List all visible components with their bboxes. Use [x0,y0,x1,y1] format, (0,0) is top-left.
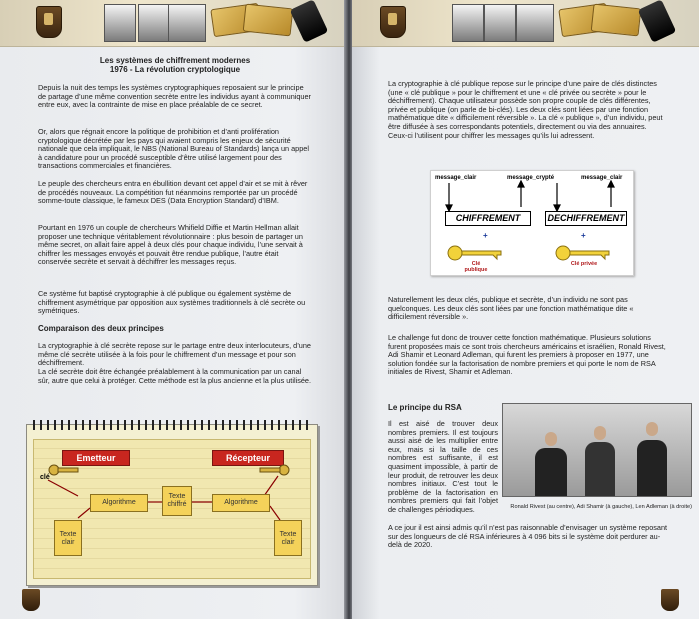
page-subtitle: 1976 - La révolution cryptologique [109,65,241,74]
paragraph: Depuis la nuit des temps les systèmes cryptographiques reposaient sur le principe de partage d’une même convention secrète entre les individus ayant à communiquer entre eux, avec la contrainte de mise en place préalable de ce secret. [38,83,311,110]
paragraph: Pourtant en 1976 un couple de chercheurs Whifield Diffie et Martin Hellman allait proposer une technique véritablement révolutionnaire : plus besoin de partager un même secret, on allait faire appel à deux clés pour chaque individu, l’une servait à chiffrer les messages envoyés et pouvait être rendue publique, l’autre était conservée secrète et servait à déchiffrer les messages reçus. [38,223,303,267]
portrait-photo [452,4,484,42]
key-icon [448,246,501,260]
message-clair-label: message_clair [581,175,623,181]
crest-icon [22,589,40,611]
paragraph: La clé secrète doit être échangée préalablement à la communication par un canal sûr, autre que celui à protéger. Cette méthode est la plus ancienne et la plus utilisée. [38,367,311,385]
plus-sign: + [483,231,488,240]
symmetric-diagram [26,424,318,586]
paragraph: Naturellement les deux clés, publique et secrète, d’un individu ne sont pas quelconques. Les deux clés sont liées par une fonction mathématique dite « difficilement réversible ». [388,295,634,322]
paragraph: Il est aisé de trouver deux nombres premiers. Il est toujours aussi aisé de les multiplier entre eux, mais si la taille de ces nombres est suffisante, il est quasiment impossible, à partir de leur produit, de retrouver les deux nombres initiaux. C’est tout le problème de la factorisation en nombres premiers qui fait l’objet de challenges périodiques. [388,419,498,514]
crest-icon [36,6,62,38]
message-clair-label: message_clair [435,175,477,181]
crest-icon [380,6,406,38]
crest-icon [661,589,679,611]
notebook-spiral [33,420,311,430]
asymmetric-figure [430,170,634,276]
header-banner [0,0,346,47]
paragraph: La cryptographie à clé publique repose sur le principe d’une paire de clés distinctes (une « clé publique » pour le chiffrement et une « clé privée ou secrète » pour le déchiffrement). Chaque utilisateur possède son propre couple de clés différentes, privée et publique (on parle de bi-clés). Les deux clés sont liées par une fonction mathématique dite « difficilement réversible ». La clé « publique », d’un individu, peut être diffusée à ses correspondants potentiels, directement ou via des annuaires. Ceux-ci l’utilisent pour chiffrer les messages qu’ils lui adressent. [388,79,663,140]
portrait-photo [104,4,136,42]
section-heading: Le principe du RSA [388,403,462,412]
cle-privee-label: Clé privée [570,261,598,267]
paragraph: Le peuple des chercheurs entra en ébullition devant cet appel d’air et se mit à rêver de procédés nouveaux. La compétition fut néanmoins remportée par un procédé somme-toute classique, le fameux DES (Data Encryption Standard) d’IBM. [38,179,308,206]
texte-clair-box: Texte clair [274,520,302,556]
paragraph: Or, alors que régnait encore la politique de prohibition et d’anti prolifération cryptologique décrétée par les pays qui avaient compris les enjeux de sécurité nationale que cela impliquait, le NBS (National Bureau of Standards) lança un appel à candidature pour un procédé susceptible d’être utilisé largement pour des transactions commerciales et financières. [38,127,309,171]
texte-clair-box: Texte clair [54,520,82,556]
key-icon [556,246,609,260]
portrait-photo [168,4,206,42]
left-page [0,0,346,619]
page-title: Les systèmes de chiffrement modernes [99,56,251,65]
plus-sign: + [581,231,586,240]
paragraph: La cryptographie à clé secrète repose sur le partage entre deux interlocuteurs, d’une même clé secrète utilisée à la fois pour le chiffrement d’un message et pour son déchiffrement. [38,341,311,368]
key-icon [260,465,289,475]
paragraph: A ce jour il est ainsi admis qu’il n’est pas raisonnable d’envisager un système reposant sur des longueurs de clé RSA inférieures à 4 096 bits si le système doit perdurer au-delà de 2020. [388,523,668,550]
phone-icon [638,0,677,43]
cle-publique-label: Clé publique [464,261,488,273]
phone-icon [290,0,329,43]
key-icon [49,465,78,475]
paragraph: Le challenge fut donc de trouver cette fonction mathématique. Plusieurs solutions furent proposées mais ce sont trois chercheurs américains et israélien, Ronald Rivest, Adi Shamir et Leonard Adleman, qui furent les premiers à proposer en 1977, une solution fondée sur la factorisation de nombre premiers et qui porte le nom de RSA initiales de Rivest, Shamir et Adleman. [388,333,666,377]
right-page [352,0,699,619]
message-crypte-label: message_crypté [507,175,555,181]
algorithme-box: Algorithme [90,494,148,512]
photo-caption: Ronald Rivest (au centre), Adi Shamir (à gauche), Len Adleman (à droite) [510,503,692,510]
cle-label: clé [40,474,50,481]
credit-card-icon [591,4,642,37]
recepteur-label: Récepteur [212,450,284,466]
portrait-photo [138,4,170,42]
rsa-founders-photo [502,403,692,497]
portrait-photo [516,4,554,42]
section-heading: Comparaison des deux principes [38,324,164,333]
texte-chiffre-box: Texte chiffré [162,486,192,516]
portrait-photo [484,4,516,42]
dechiffrement-box: DECHIFFREMENT [545,211,627,226]
emetteur-label: Emetteur [62,450,130,466]
header-banner [352,0,699,47]
paragraph: Ce système fut baptisé cryptographie à clé publique ou également système de chiffrement asymétrique par opposition aux systèmes traditionnels à clé secrète ou symétriques. [38,289,306,316]
chiffrement-box: CHIFFREMENT [445,211,531,226]
credit-card-icon [243,4,294,37]
algorithme-box: Algorithme [212,494,270,512]
